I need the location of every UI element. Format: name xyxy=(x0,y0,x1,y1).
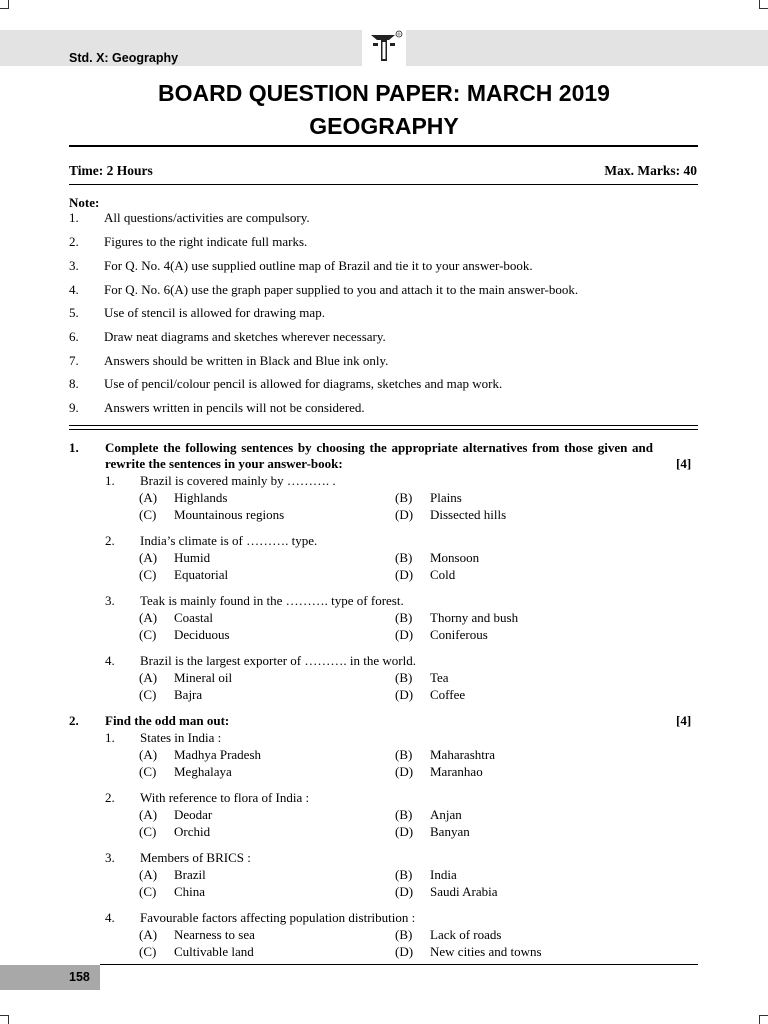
max-marks: Max. Marks: 40 xyxy=(604,163,697,178)
option-text: Coastal xyxy=(174,610,213,625)
option-text: India xyxy=(430,867,457,882)
option-label: (C) xyxy=(139,627,157,642)
crop-mark xyxy=(0,0,9,9)
option-label: (C) xyxy=(139,507,157,522)
sub-question-text: Teak is mainly found in the ………. type of forest. xyxy=(140,593,404,608)
option-text: Coniferous xyxy=(430,627,488,642)
sub-question-number: 4. xyxy=(105,910,115,925)
divider xyxy=(69,184,698,185)
option-text: Tea xyxy=(430,670,449,685)
option-text: Brazil xyxy=(174,867,206,882)
option-text: Mineral oil xyxy=(174,670,233,685)
note-text: Use of pencil/colour pencil is allowed for diagrams, sketches and map work. xyxy=(104,376,503,391)
sub-question-number: 1. xyxy=(105,730,115,745)
option-label: (C) xyxy=(139,944,157,959)
note-number: 4. xyxy=(69,282,79,297)
option-label: (A) xyxy=(139,807,158,822)
publisher-logo-icon xyxy=(362,28,406,68)
option-text: Monsoon xyxy=(430,550,480,565)
title-rule xyxy=(69,145,698,147)
option-label: (B) xyxy=(395,807,413,822)
page-footer xyxy=(0,965,100,990)
question-marks: [4] xyxy=(676,713,692,728)
sub-question-text: Members of BRICS : xyxy=(140,850,251,865)
time-allowed: Time: 2 Hours xyxy=(69,163,153,178)
option-label: (D) xyxy=(395,567,414,582)
running-header xyxy=(0,30,768,66)
option-label: (C) xyxy=(139,764,157,779)
option-text: Saudi Arabia xyxy=(430,884,498,899)
note-text: All questions/activities are compulsory. xyxy=(104,210,310,225)
footer-rule xyxy=(100,964,698,965)
header-subject: Std. X: Geography xyxy=(69,51,179,65)
option-label: (A) xyxy=(139,490,158,505)
question-text: Find the odd man out: xyxy=(105,713,230,728)
option-text: Nearness to sea xyxy=(174,927,255,942)
note-text: Answers should be written in Black and Blue ink only. xyxy=(104,353,389,368)
sub-question-text: India’s climate is of ………. type. xyxy=(140,533,318,548)
option-text: Plains xyxy=(430,490,462,505)
option-text: Deodar xyxy=(174,807,213,822)
sub-question-text: States in India : xyxy=(140,730,222,745)
option-label: (D) xyxy=(395,627,414,642)
option-text: Highlands xyxy=(174,490,228,505)
page-number: 158 xyxy=(69,970,90,984)
question-marks: [4] xyxy=(676,456,692,471)
note-number: 9. xyxy=(69,400,79,415)
option-label: (C) xyxy=(139,824,157,839)
option-text: Equatorial xyxy=(174,567,229,582)
option-label: (B) xyxy=(395,610,413,625)
note-number: 2. xyxy=(69,234,79,249)
question-text: Complete the following sentences by choosing the appropriate alternatives from those given and rewrite the sentences in your answer-book: xyxy=(105,440,653,471)
option-label: (A) xyxy=(139,550,158,565)
option-text: Meghalaya xyxy=(174,764,232,779)
note-number: 6. xyxy=(69,329,79,344)
option-text: Anjan xyxy=(430,807,462,822)
option-label: (D) xyxy=(395,687,414,702)
option-text: Bajra xyxy=(174,687,203,702)
option-text: Orchid xyxy=(174,824,211,839)
option-text: Maranhao xyxy=(430,764,483,779)
option-text: Banyan xyxy=(430,824,470,839)
divider xyxy=(69,429,698,430)
option-text: China xyxy=(174,884,206,899)
crop-mark xyxy=(759,0,768,9)
option-text: Mountainous regions xyxy=(174,507,285,522)
option-text: Thorny and bush xyxy=(430,610,519,625)
note-number: 7. xyxy=(69,353,79,368)
question-number: 1. xyxy=(69,440,79,455)
option-label: (D) xyxy=(395,884,414,899)
paper-subject: GEOGRAPHY xyxy=(309,113,459,139)
note-heading: Note: xyxy=(69,195,100,210)
option-label: (C) xyxy=(139,884,157,899)
svg-text:®: ® xyxy=(397,32,401,37)
option-label: (D) xyxy=(395,824,414,839)
option-text: Coffee xyxy=(430,687,466,702)
note-text: Use of stencil is allowed for drawing map. xyxy=(104,305,325,320)
option-label: (A) xyxy=(139,670,158,685)
question-number: 2. xyxy=(69,713,79,728)
option-text: Humid xyxy=(174,550,211,565)
note-number: 3. xyxy=(69,258,79,273)
crop-mark xyxy=(759,1015,768,1024)
option-text: Deciduous xyxy=(174,627,230,642)
option-text: Lack of roads xyxy=(430,927,502,942)
option-label: (C) xyxy=(139,687,157,702)
option-text: Cultivable land xyxy=(174,944,254,959)
option-label: (B) xyxy=(395,670,413,685)
sub-question-number: 3. xyxy=(105,850,115,865)
sub-question-text: Favourable factors affecting population distribution : xyxy=(140,910,416,925)
option-label: (D) xyxy=(395,507,414,522)
sub-question-number: 2. xyxy=(105,790,115,805)
option-label: (C) xyxy=(139,567,157,582)
option-label: (B) xyxy=(395,867,413,882)
option-label: (D) xyxy=(395,944,414,959)
sub-question-number: 3. xyxy=(105,593,115,608)
option-label: (B) xyxy=(395,747,413,762)
option-label: (B) xyxy=(395,550,413,565)
note-text: For Q. No. 4(A) use supplied outline map of Brazil and tie it to your answer-book. xyxy=(104,258,533,273)
note-text: For Q. No. 6(A) use the graph paper supplied to you and attach it to the main answer-book. xyxy=(104,282,579,297)
option-label: (A) xyxy=(139,747,158,762)
divider xyxy=(69,425,698,426)
note-number: 1. xyxy=(69,210,79,225)
option-label: (A) xyxy=(139,610,158,625)
sub-question-number: 1. xyxy=(105,473,115,488)
option-label: (B) xyxy=(395,927,413,942)
note-number: 5. xyxy=(69,305,79,320)
note-text: Figures to the right indicate full marks. xyxy=(104,234,308,249)
option-text: New cities and towns xyxy=(430,944,542,959)
option-label: (D) xyxy=(395,764,414,779)
sub-question-number: 2. xyxy=(105,533,115,548)
sub-question-text: With reference to flora of India : xyxy=(140,790,310,805)
note-text: Draw neat diagrams and sketches wherever necessary. xyxy=(104,329,386,344)
option-text: Madhya Pradesh xyxy=(174,747,262,762)
sub-question-text: Brazil is the largest exporter of ………. in the world. xyxy=(140,653,416,668)
option-label: (A) xyxy=(139,867,158,882)
option-label: (B) xyxy=(395,490,413,505)
option-text: Dissected hills xyxy=(430,507,507,522)
paper-title: BOARD QUESTION PAPER: MARCH 2019 xyxy=(158,80,610,106)
note-number: 8. xyxy=(69,376,79,391)
note-text: Answers written in pencils will not be considered. xyxy=(104,400,365,415)
sub-question-number: 4. xyxy=(105,653,115,668)
crop-mark xyxy=(0,1015,9,1024)
option-text: Cold xyxy=(430,567,456,582)
option-text: Maharashtra xyxy=(430,747,495,762)
sub-question-text: Brazil is covered mainly by ………. . xyxy=(140,473,336,488)
option-label: (A) xyxy=(139,927,158,942)
